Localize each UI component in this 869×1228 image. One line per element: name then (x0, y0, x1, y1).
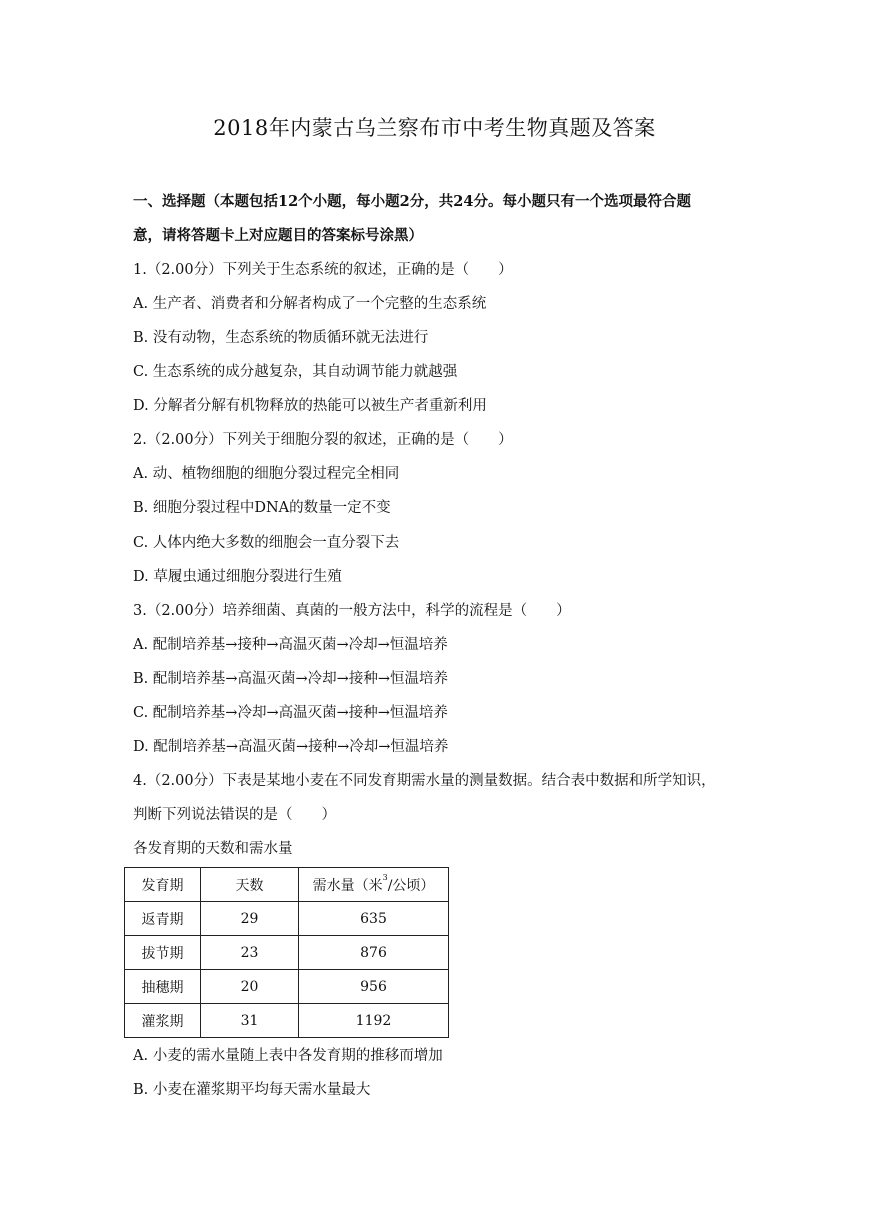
question-4-option-a: A. 小麦的需水量随上表中各发育期的推移而增加 (133, 1048, 443, 1064)
question-2-option-c: C. 人体内绝大多数的细胞会一直分裂下去 (133, 535, 400, 551)
question-2-stem: 2.（2.00分）下列关于细胞分裂的叙述，正确的是（ ） (133, 432, 513, 448)
question-3-option-b: B. 配制培养基→高温灭菌→冷却→接种→恒温培养 (133, 671, 448, 687)
table-cell: 返青期 (125, 902, 201, 936)
header-text: 需水量（米 (312, 877, 383, 894)
table-cell: 635 (299, 902, 449, 936)
question-2-option-d: D. 草履虫通过细胞分裂进行生殖 (133, 569, 342, 585)
question-3-option-c: C. 配制培养基→冷却→高温灭菌→接种→恒温培养 (133, 705, 448, 721)
table-cell: 拔节期 (125, 936, 201, 970)
superscript: 3 (382, 872, 388, 882)
question-4-option-b: B. 小麦在灌浆期平均每天需水量最大 (133, 1082, 371, 1098)
table-header-cell (299, 868, 449, 902)
question-1-stem: 1.（2.00分）下列关于生态系统的叙述，正确的是（ ） (133, 262, 513, 278)
table-header-cell: 发育期 (125, 868, 201, 902)
table-cell: 灌浆期 (125, 1004, 201, 1038)
document-title: 2018年内蒙古乌兰察布市中考生物真题及答案 (213, 116, 656, 140)
question-3-option-d: D. 配制培养基→高温灭菌→接种→冷却→恒温培养 (133, 739, 449, 755)
table-row (125, 902, 449, 936)
table-caption: 各发育期的天数和需水量 (133, 841, 293, 857)
question-2-option-b: B. 细胞分裂过程中DNA的数量一定不变 (133, 500, 391, 516)
table-cell: 20 (201, 970, 299, 1004)
question-2-option-a: A. 动、植物细胞的细胞分裂过程完全相同 (133, 466, 400, 482)
table-row (125, 936, 449, 970)
table-header-row (125, 868, 449, 902)
section-heading-line-1: 一、选择题（本题包括12个小题，每小题2分，共24分。每小题只有一个选项最符合题 (133, 193, 691, 210)
question-1-option-b: B. 没有动物，生态系统的物质循环就无法进行 (133, 330, 429, 346)
question-1-option-c: C. 生态系统的成分越复杂，其自动调节能力就越强 (133, 364, 458, 380)
section-heading-line-2: 意，请将答题卡上对应题目的答案标号涂黑） (133, 227, 423, 244)
table-cell: 1192 (299, 1004, 449, 1038)
question-3-option-a: A. 配制培养基→接种→高温灭菌→冷却→恒温培养 (133, 637, 448, 653)
question-1-option-d: D. 分解者分解有机物释放的热能可以被生产者重新利用 (133, 398, 487, 414)
table-cell: 876 (299, 936, 449, 970)
table-cell: 抽穗期 (125, 970, 201, 1004)
table-cell: 31 (201, 1004, 299, 1038)
water-requirement-table (124, 867, 449, 1038)
table-header-cell: 天数 (201, 868, 299, 902)
table-row (125, 1004, 449, 1038)
question-3-stem: 3.（2.00分）培养细菌、真菌的一般方法中，科学的流程是（ ） (133, 603, 571, 619)
question-1-option-a: A. 生产者、消费者和分解者构成了一个完整的生态系统 (133, 296, 487, 312)
question-4-stem-line-1: 4.（2.00分）下表是某地小麦在不同发育期需水量的测量数据。结合表中数据和所学知识， (133, 773, 716, 789)
table-cell: 956 (299, 970, 449, 1004)
table-cell: 29 (201, 902, 299, 936)
table-row (125, 970, 449, 1004)
header-text: /公顷） (387, 877, 435, 894)
table-cell: 23 (201, 936, 299, 970)
question-4-stem-line-2: 判断下列说法错误的是（ ） (133, 807, 336, 823)
